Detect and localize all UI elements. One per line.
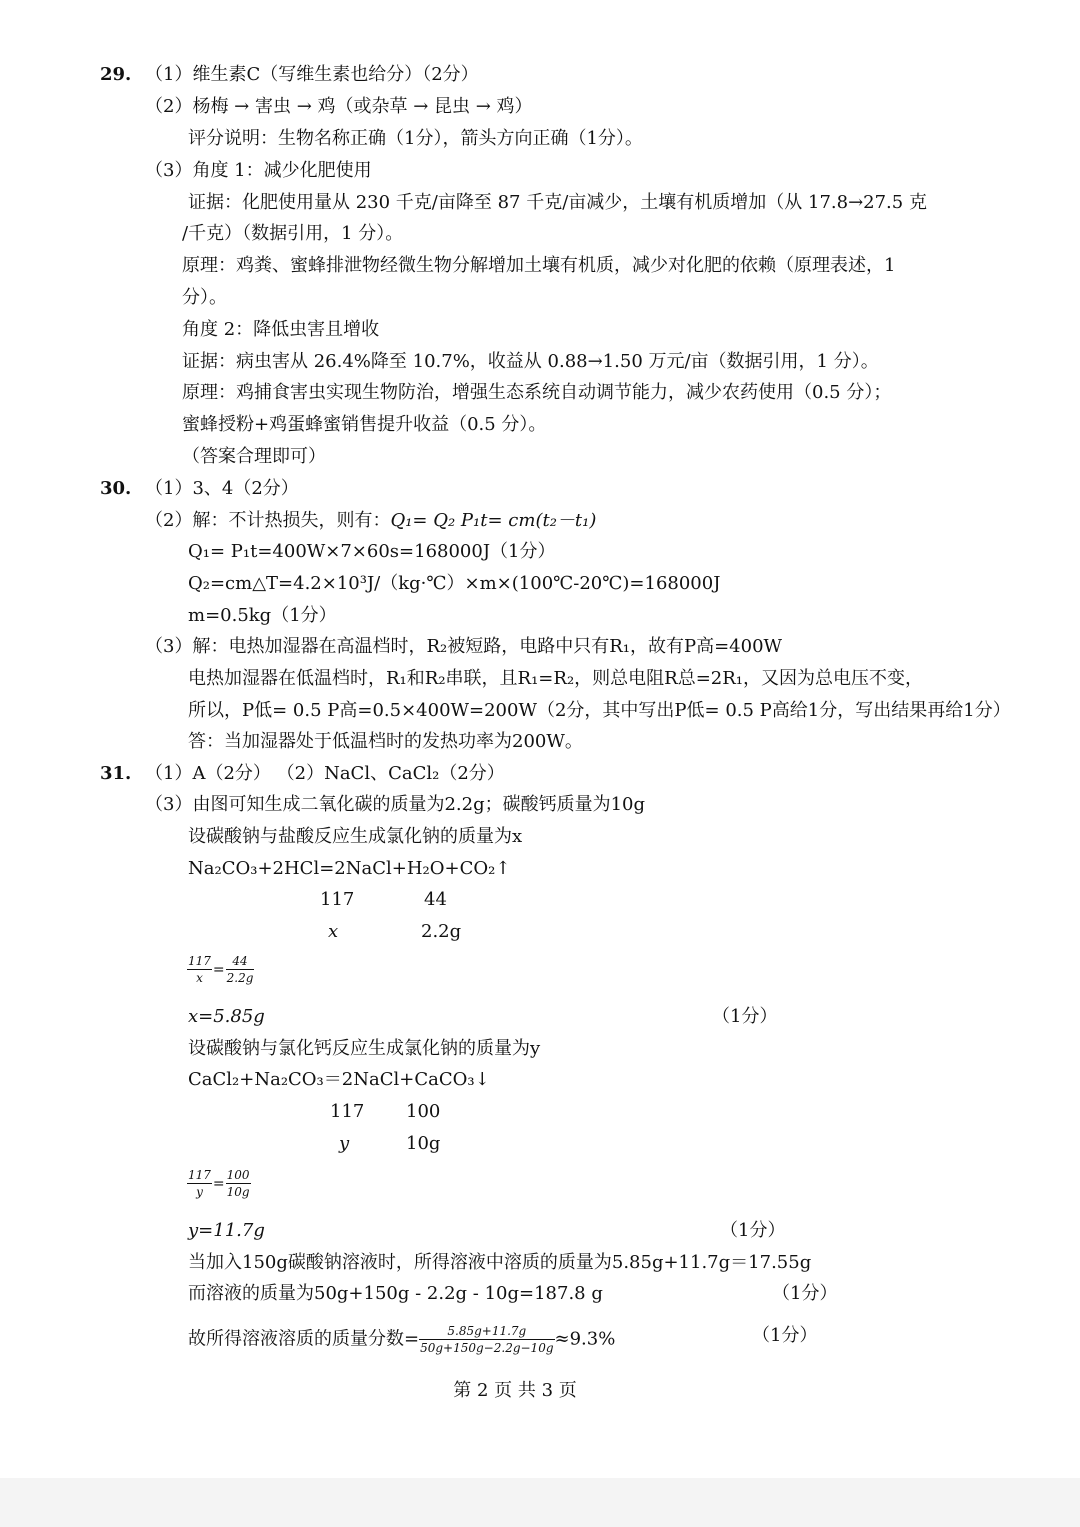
q31-x-result: x=5.85g xyxy=(188,1006,265,1027)
q29-note: （答案合理即可） xyxy=(182,446,326,467)
q31-frac1-den-right: 2.2g xyxy=(226,971,254,985)
q31-proportion1 xyxy=(187,953,254,986)
q31-proportion2-left xyxy=(187,1167,212,1200)
question-number-29: 29. xyxy=(100,64,132,85)
q31-mass-fraction-line xyxy=(188,1323,615,1356)
page-bottom-margin xyxy=(0,1478,1080,1527)
q29-part2-note: 评分说明：生物名称正确（1分），箭头方向正确（1分）。 xyxy=(188,128,643,149)
q31-mass-fraction-result: ≈9.3% xyxy=(554,1328,616,1350)
q29-evidence1-line2: /千克）（数据引用，1 分）。 xyxy=(182,223,404,244)
q31-frac2-num-left: 117 xyxy=(188,1168,211,1182)
q31-eq1-mass2: 44 xyxy=(424,889,447,910)
q31-score1: （1分） xyxy=(712,1006,778,1027)
q29-principle1-line1: 原理：鸡粪、蜜蜂排泄物经微生物分解增加土壤有机质，减少对化肥的依赖（原理表述，1 xyxy=(182,255,896,276)
q31-proportion1-left xyxy=(187,953,212,986)
q31-eq2-mass2: 100 xyxy=(406,1101,441,1122)
q30-part2-head xyxy=(145,508,596,534)
q31-solute-mass: 当加入150g碳酸钠溶液时，所得溶液中溶质的质量为5.85g+11.7g＝17.55g xyxy=(188,1252,812,1273)
q31-parts-1-2: （1）A（2分） （2）NaCl、CaCl₂（2分） xyxy=(145,763,505,784)
q31-eq2-mass1: 117 xyxy=(330,1101,365,1122)
q31-score4: （1分） xyxy=(752,1325,818,1346)
q31-equation2: CaCl₂+Na₂CO₃＝2NaCl+CaCO₃↓ xyxy=(188,1069,490,1090)
q31-frac3-denominator: 50g+150g−2.2g−10g xyxy=(420,1341,554,1355)
q30-part3-line1: （3）解：电热加湿器在高温档时，R₂被短路，电路中只有R₁，故有P高=400W xyxy=(145,636,783,657)
question-number-30: 30. xyxy=(100,478,132,499)
q31-eq1-var2: 2.2g xyxy=(421,921,462,942)
q31-mass-fraction xyxy=(419,1323,554,1356)
q31-frac3-numerator: 5.85g+11.7g xyxy=(419,1323,554,1340)
q31-frac1-num-right: 44 xyxy=(226,953,255,970)
q29-part1: （1）维生素C（写维生素也给分）（2分） xyxy=(145,64,479,85)
q31-score3: （1分） xyxy=(772,1283,838,1304)
q31-y-result: y=11.7g xyxy=(188,1220,265,1241)
question-number-31: 31. xyxy=(100,763,132,784)
q30-part2-intro: （2）解：不计热损失，则有： xyxy=(145,510,391,531)
q29-angle2: 角度 2：降低虫害且增收 xyxy=(182,319,380,340)
q31-proportion1-right xyxy=(226,953,255,986)
q30-part2-line4: m=0.5kg（1分） xyxy=(188,605,337,626)
q29-evidence2: 证据：病虫害从 26.4%降至 10.7%，收益从 0.88→1.50 万元/亩（数据引用，1 分）。 xyxy=(182,351,879,372)
q29-part2: （2）杨梅 → 害虫 → 鸡（或杂草 → 昆虫 → 鸡） xyxy=(145,96,533,117)
q31-equation1: Na₂CO₃+2HCl=2NaCl+H₂O+CO₂↑ xyxy=(188,858,511,879)
q31-frac1-den-left: x xyxy=(196,971,203,985)
q29-part3-angle1: （3）角度 1：减少化肥使用 xyxy=(145,160,372,181)
q30-part2-line2: Q₁= P₁t=400W×7×60s=168000J（1分） xyxy=(188,541,556,562)
q30-part3-line3: 所以，P低= 0.5 P高=0.5×400W=200W（2分，其中写出P低= 0.5 P高给1分，写出结果再给1分） xyxy=(188,700,1011,721)
q31-frac1-num-left: 117 xyxy=(188,954,211,968)
q30-part2-equation: Q₁= Q₂ P₁t= cm(t₂－t₁) xyxy=(390,510,597,531)
q31-proportion2 xyxy=(187,1167,251,1200)
q30-part3-answer: 答：当加湿器处于低温档时的发热功率为200W。 xyxy=(188,731,583,752)
q31-set-y: 设碳酸钠与氯化钙反应生成氯化钠的质量为y xyxy=(188,1038,541,1059)
q31-score2: （1分） xyxy=(720,1220,786,1241)
q31-eq1-var1: x xyxy=(328,921,339,942)
q31-frac2-den-left: y xyxy=(196,1185,203,1199)
q30-part2-line3: Q₂=cm△T=4.2×10³J/（kg·℃）×m×(100℃-20℃)=168000J xyxy=(188,573,721,594)
q31-eq2-var1: y xyxy=(339,1133,350,1154)
q31-mass-fraction-prefix: 故所得溶液溶质的质量分数= xyxy=(188,1328,420,1350)
q31-eq1-mass1: 117 xyxy=(320,889,355,910)
q31-solution-mass: 而溶液的质量为50g+150g - 2.2g - 10g=187.8 g xyxy=(188,1283,603,1304)
q31-proportion2-right xyxy=(226,1167,251,1200)
q31-proportion1-equals: = xyxy=(212,961,225,978)
q31-eq2-var2: 10g xyxy=(406,1133,441,1154)
q31-proportion2-equals: = xyxy=(212,1175,225,1192)
q29-principle1-line2: 分）。 xyxy=(182,287,227,308)
q29-principle2-line1: 原理：鸡捕食害虫实现生物防治，增强生态系统自动调节能力，减少农药使用（0.5 分）； xyxy=(182,382,892,403)
q31-frac2-num-right: 100 xyxy=(226,1168,250,1182)
page-footer: 第 2 页 共 3 页 xyxy=(453,1380,577,1401)
q31-set-x: 设碳酸钠与盐酸反应生成氯化钠的质量为x xyxy=(188,826,523,847)
q29-evidence1-line1: 证据：化肥使用量从 230 千克/亩降至 87 千克/亩减少，土壤有机质增加（从 17.8→27.5 克 xyxy=(188,192,927,213)
q30-part1: （1）3、4（2分） xyxy=(145,478,299,499)
q29-principle2-line2: 蜜蜂授粉+鸡蛋蜂蜜销售提升收益（0.5 分）。 xyxy=(182,414,547,435)
q31-part3-line1: （3）由图可知生成二氧化碳的质量为2.2g；碳酸钙质量为10g xyxy=(145,794,646,815)
q30-part3-line2: 电热加湿器在低温档时，R₁和R₂串联，且R₁=R₂，则总电阻R总=2R₁，又因为总电压不变， xyxy=(188,668,924,689)
q31-frac2-den-right: 10g xyxy=(226,1185,250,1199)
